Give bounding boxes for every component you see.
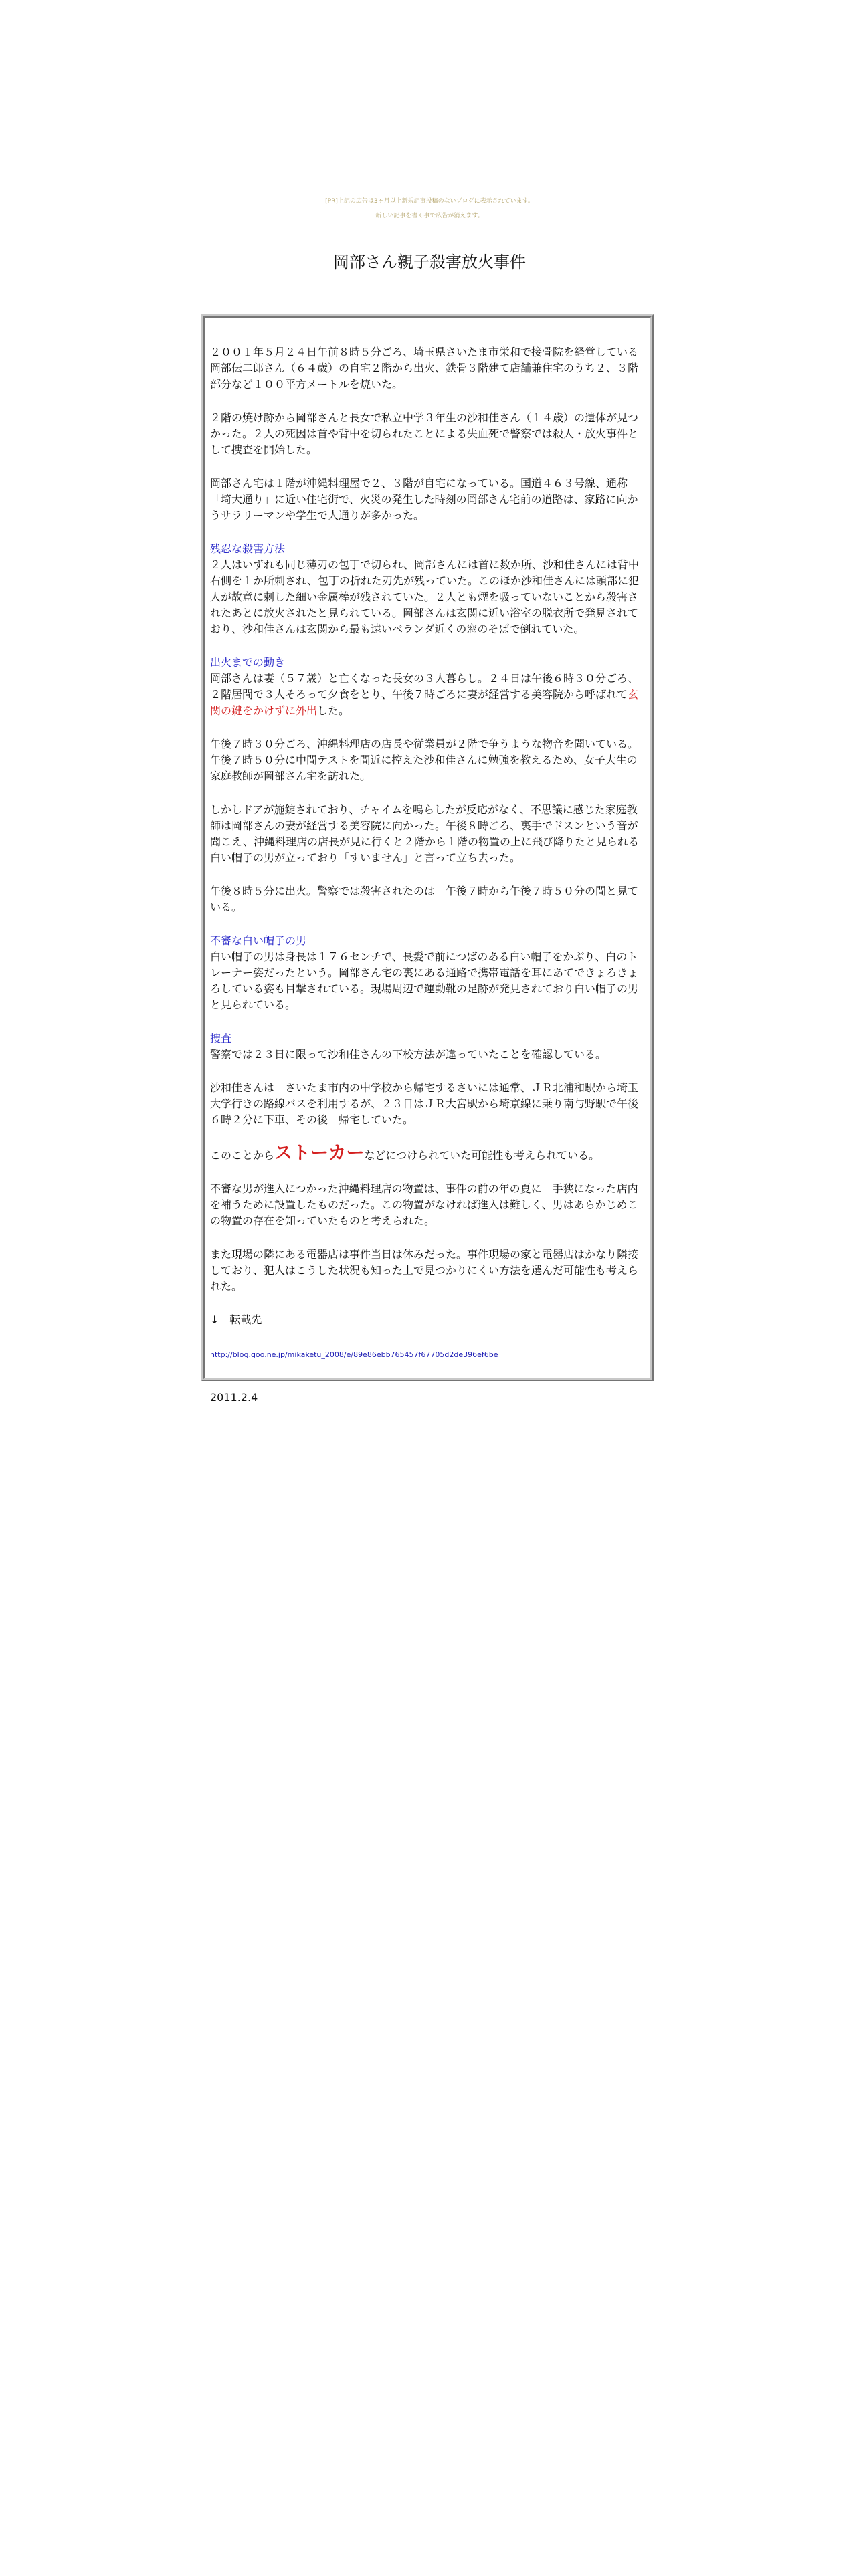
paragraph-text: した。 — [317, 704, 350, 717]
paragraph: 不審な男が進入につかった沖縄料理店の物置は、事件の前の年の夏に 手狭になった店内を補うために設置したものだった。この物置がなければ進入は難しく、男はあらかじめこの物置の存在を知っていたものと考えられた。 — [210, 1182, 638, 1227]
section-heading: 残忍な殺害方法 — [210, 542, 286, 555]
section-heading: 出火までの動き — [210, 656, 286, 669]
ad-line-1: [PR]上記の広告は3ヶ月以上新規記事投稿のないブログに表示されています。 — [325, 198, 534, 205]
paragraph: 沙和佳さんは さいたま市内の中学校から帰宅するさいには通常、ＪＲ北浦和駅から埼玉大学行きの路線バスを利用するが、２３日はＪＲ大宮駅から埼京線に乗り南与野駅で午後６時２分に下車、その後 帰宅していた。 — [210, 1081, 639, 1126]
paragraph: 午後７時３０分ごろ、沖縄料理店の店長や従業員が２階で争うような物音を聞いている。午後７時５０分に中間テストを間近に控えた沙和佳さんに勉強を教えるため、女子大生の家庭教師が岡部さん宅を訪れた。 — [210, 738, 639, 782]
source-link[interactable]: http://blog.goo.ne.jp/mikaketu_2008/e/89e86ebb765457f67705d2de396ef6be — [210, 1350, 498, 1359]
ad-line-2: 新しい記事を書く事で広告が消えます。 — [375, 213, 484, 219]
section-paragraph — [210, 655, 645, 719]
paragraph: 岡部さん宅は１階が沖縄料理屋で２、３階が自宅になっている。国道４６３号線、通称「埼大通り」に近い住宅街で、火災の発生した時刻の岡部さん宅前の道路は、家路に向かうサラリーマンや学生で人通りが多かった。 — [210, 477, 638, 522]
paragraph-text: 白い帽子の男は身長は１７６センチで、長髪で前につばのある白い帽子をかぶり、白のトレーナー姿だったという。岡部さん宅の裏にある通路で携帯電話を耳にあてできょろきょろしている姿も目撃されている。現場周辺で運動靴の足跡が発見されており白い帽子の男と見られている。 — [210, 950, 639, 1011]
paragraph-text: 岡部さんは妻（５７歳）と亡くなった長女の３人暮らし。２４日は午後６時３０分ごろ、２階居間で３人そろって夕食をとり、午後７時ごろに妻が経営する美容院から呼ばれて — [210, 672, 639, 701]
section-heading: 不審な白い帽子の男 — [210, 934, 307, 947]
paragraph-text: などにつけられていた可能性も考えられている。 — [364, 1149, 600, 1162]
post-date: 2011.2.4 — [210, 1391, 258, 1404]
ad-notice — [0, 194, 859, 223]
article-content — [210, 344, 645, 1423]
paragraph: 午後８時５分に出火。警察では殺害されたのは 午後７時から午後７時５０分の間と見ている。 — [210, 885, 639, 914]
page-title: 岡部さん親子殺害放火事件 — [333, 253, 526, 272]
paragraph-text: 警察では２３日に限って沙和佳さんの下校方法が違っていたことを確認している。 — [210, 1048, 607, 1061]
section-heading: 捜査 — [210, 1032, 232, 1045]
paragraph-text: ２人はいずれも同じ薄刃の包丁で切られ、岡部さんには首に数か所、沙和佳さんには背中右側を１か所刺され、包丁の折れた刃先が残っていた。このほか沙和佳さんには頭部に犯人が故意に刺した細い金属棒が残されていた。２人とも煙を吸っていないことから殺害されたあとに放火されたと見られている。岡部さんは玄関に近い浴室の脱衣所で発見されており、沙和佳さんは玄関から最も遠いベランダ近くの窓のそばで倒れていた。 — [210, 558, 639, 635]
article-box — [201, 314, 654, 1404]
source-label: ↓ 転載先 — [210, 1313, 262, 1326]
highlight-text: 玄関の鍵をかけずに外出 — [210, 688, 639, 717]
section-paragraph — [210, 1031, 645, 1063]
paragraph: ２階の焼け跡から岡部さんと長女で私立中学３年生の沙和佳さん（１４歳）の遺体が見つかった。２人の死因は首や背中を切られたことによる失血死で警察では殺人・放火事件として捜査を開始した。 — [210, 411, 639, 456]
big-highlight-text: ストーカー — [274, 1143, 365, 1164]
paragraph-text: このことから — [210, 1149, 275, 1162]
paragraph: しかしドアが施錠されており、チャイムを鳴らしたが反応がなく、不思議に感じた家庭教師は岡部さんの妻が経営する美容院に向かった。午後８時ごろ、裏手でドスンという音が聞こえ、沖縄料理店の店長が見に行くと２階から１階の物置の上に飛び降りたと見られる白い帽子の男が立っており「すいません」と言って立ち去った。 — [210, 803, 639, 864]
section-paragraph — [210, 933, 645, 1013]
paragraph: また現場の隣にある電器店は事件当日は休みだった。事件現場の家と電器店はかなり隣接しており、犯人はこうした状況も知った上で見つかりにくい方法を選んだ可能性も考えられた。 — [210, 1248, 639, 1293]
section-paragraph — [210, 541, 645, 637]
paragraph: ２００１年５月２４日午前８時５分ごろ、埼玉県さいたま市栄和で接骨院を経営している岡部伝二郎さん（６４歳）の自宅２階から出火、鉄骨３階建て店舗兼住宅のうち２、３階部分など１００平方メートルを焼いた。 — [210, 346, 639, 391]
paragraph-emphasis — [210, 1143, 645, 1164]
